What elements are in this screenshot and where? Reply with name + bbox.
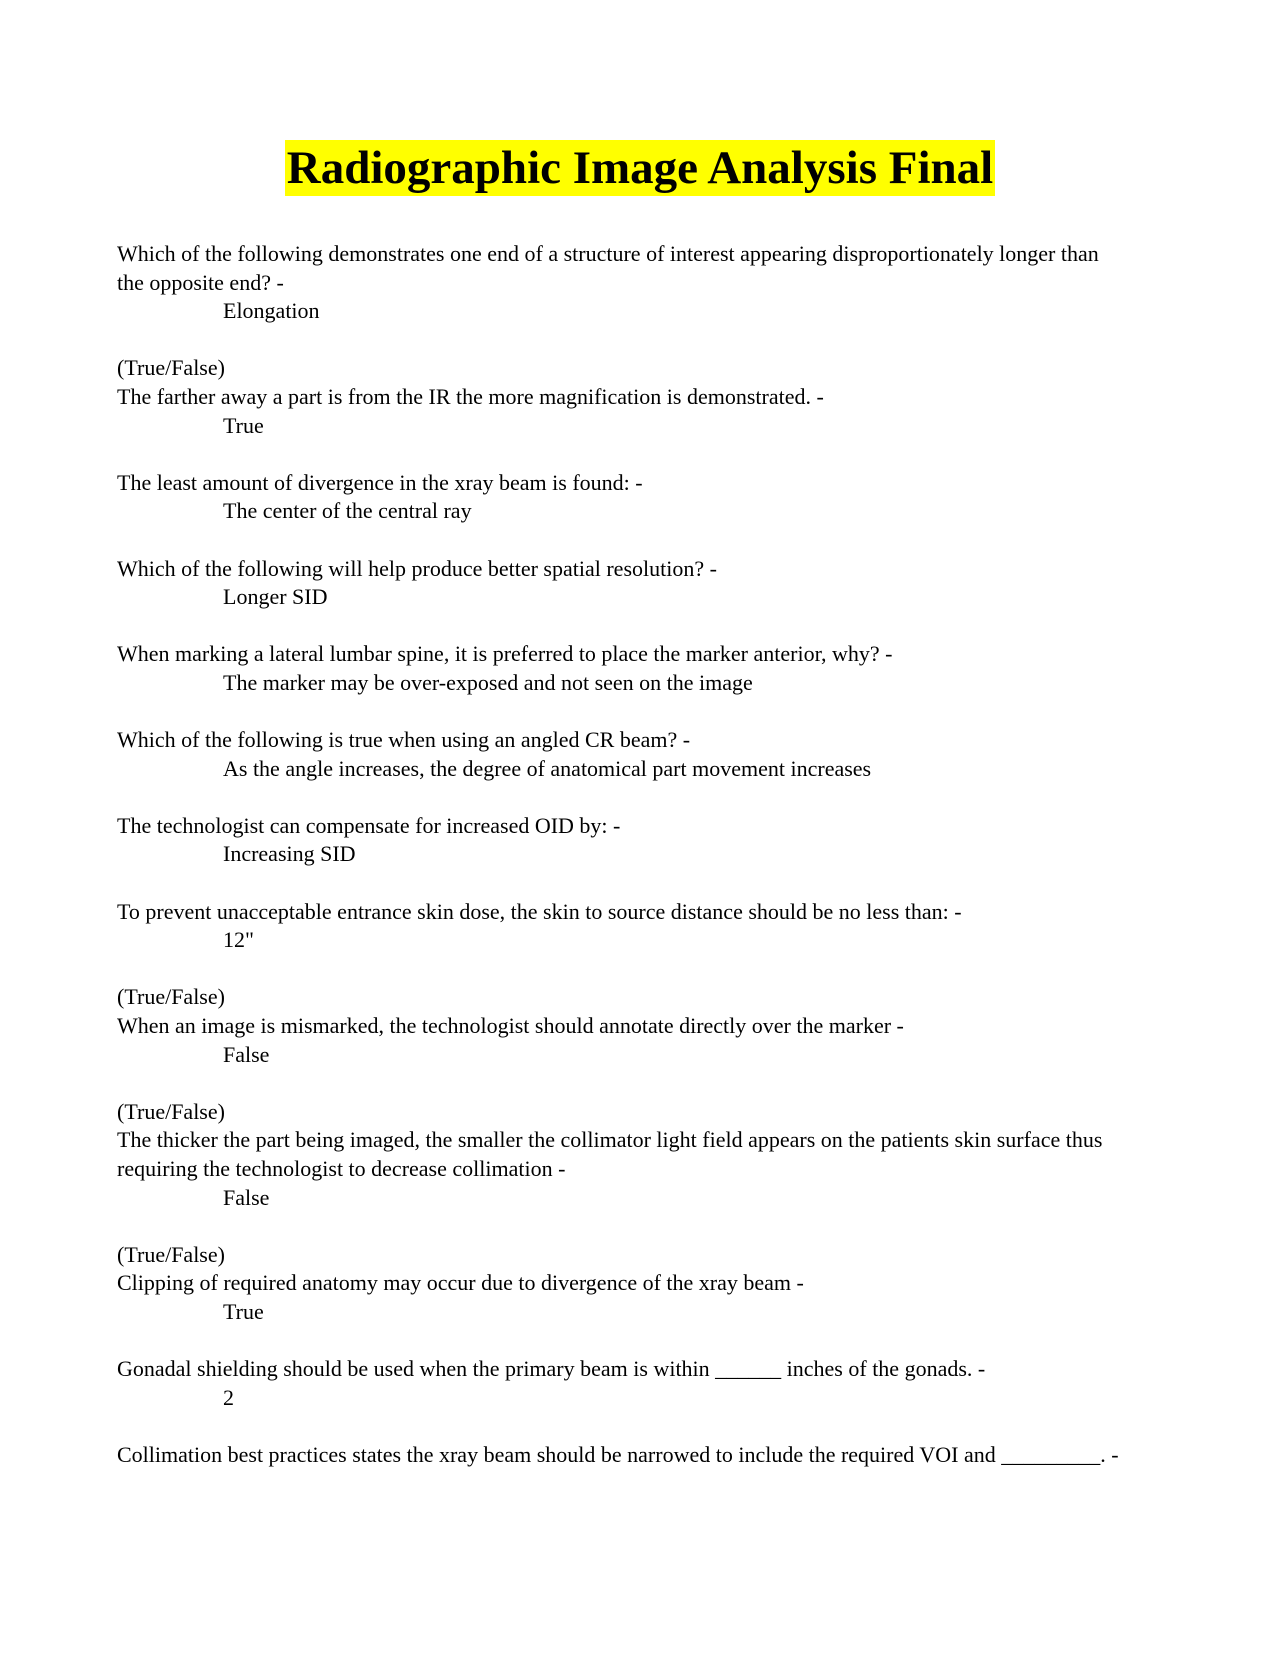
question-item — [117, 469, 1127, 526]
question-item — [117, 1441, 1127, 1470]
answer-text: True — [223, 412, 264, 438]
question-text: The thicker the part being imaged, the smaller the collimator light field appears on the patients skin surface thus requiring the technologist to decrease collimation - — [117, 1127, 1103, 1181]
question-item — [117, 726, 1127, 783]
question-text: Collimation best practices states the xray beam should be narrowed to include the required VOI and _________. - — [117, 1441, 1119, 1467]
question-text: The farther away a part is from the IR the more magnification is demonstrated. - — [117, 383, 824, 409]
question-type-label: (True/False) — [117, 1098, 225, 1124]
answer-text: False — [223, 1184, 270, 1210]
question-text: The technologist can compensate for increased OID by: - — [117, 812, 621, 838]
question-text: Which of the following demonstrates one end of a structure of interest appearing disproportionately longer than the opposite end? - — [117, 241, 1099, 295]
answer-text: As the angle increases, the degree of anatomical part movement increases — [223, 755, 872, 781]
question-text: Which of the following is true when using an angled CR beam? - — [117, 727, 691, 753]
question-text: Which of the following will help produce better spatial resolution? - — [117, 555, 717, 581]
answer-text: True — [223, 1298, 264, 1324]
question-item — [117, 898, 1127, 955]
question-item — [117, 1098, 1127, 1212]
question-list — [117, 240, 1127, 1498]
question-item — [117, 1241, 1127, 1327]
question-text: To prevent unacceptable entrance skin dose, the skin to source distance should be no less than: - — [117, 898, 962, 924]
question-item — [117, 812, 1127, 869]
title-container — [0, 140, 1280, 196]
question-type-label: (True/False) — [117, 984, 225, 1010]
question-item — [117, 983, 1127, 1069]
question-item — [117, 1355, 1127, 1412]
question-type-label: (True/False) — [117, 355, 225, 381]
answer-text: 12" — [223, 927, 254, 953]
question-item — [117, 640, 1127, 697]
question-item — [117, 555, 1127, 612]
question-type-label: (True/False) — [117, 1241, 225, 1267]
question-text: The least amount of divergence in the xray beam is found: - — [117, 469, 643, 495]
answer-text: 2 — [223, 1384, 234, 1410]
question-text: Clipping of required anatomy may occur due to divergence of the xray beam - — [117, 1270, 804, 1296]
answer-text: Longer SID — [223, 584, 328, 610]
question-text: When an image is mismarked, the technologist should annotate directly over the marker - — [117, 1013, 904, 1039]
question-text: Gonadal shielding should be used when the primary beam is within ______ inches of the gonads. - — [117, 1356, 986, 1382]
question-item — [117, 354, 1127, 440]
answer-text: Elongation — [223, 298, 320, 324]
answer-text: The marker may be over-exposed and not seen on the image — [223, 669, 753, 695]
answer-text: The center of the central ray — [223, 498, 472, 524]
document-title: Radiographic Image Analysis Final — [286, 142, 994, 194]
question-item — [117, 240, 1127, 326]
answer-text: Increasing SID — [223, 841, 356, 867]
question-text: When marking a lateral lumbar spine, it is preferred to place the marker anterior, why? - — [117, 641, 893, 667]
answer-text: False — [223, 1041, 270, 1067]
